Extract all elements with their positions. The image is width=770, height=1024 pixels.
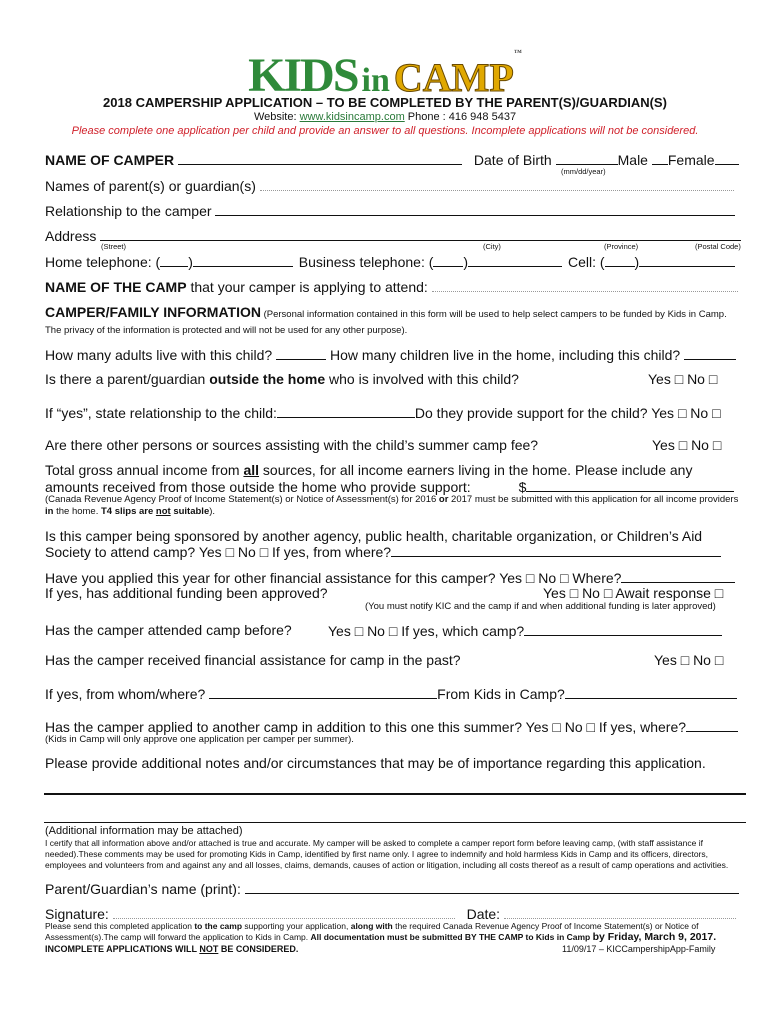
ifyes-relationship-field[interactable] — [277, 404, 415, 418]
send-instructions — [45, 921, 747, 943]
send-c: supporting your application, — [242, 921, 351, 931]
guardian-name-row — [45, 880, 739, 897]
ifyes-relationship-label: If “yes”, state relationship to the child: — [45, 405, 277, 421]
income-note-e: ). — [209, 506, 216, 517]
address-field[interactable] — [100, 227, 741, 241]
date-label: Date: — [466, 906, 501, 922]
financial-question[interactable]: Have you applied this year for other financial assistance for this camper? Yes □ No □ Where? — [45, 570, 622, 586]
sponsor-question[interactable]: Society to attend camp? Yes □ No □ If yes, from where? — [45, 544, 392, 560]
income-note-in: in — [45, 506, 54, 517]
received-question: Has the camper received financial assistance for camp in the past? — [45, 652, 461, 668]
send-deadline: by Friday, March 9, 2017. — [592, 931, 717, 943]
outside-home-question — [45, 371, 519, 387]
family-heading: CAMPER/FAMILY INFORMATION — [45, 304, 261, 320]
female-field[interactable] — [715, 151, 739, 165]
logo-camp: CAMP — [393, 55, 514, 100]
guardian-name-field[interactable] — [245, 880, 739, 894]
income-note-d: suitable — [170, 506, 210, 517]
signature-label: Signature: — [45, 906, 109, 922]
incomplete-b: BE CONSIDERED. — [218, 944, 299, 954]
sponsor-line1: Is this camper being sponsored by another agency, public health, charitable organization, or Children’s Aid — [45, 528, 703, 544]
camp-name-field[interactable] — [432, 278, 738, 292]
attended-question: Has the camper attended camp before? — [45, 622, 292, 638]
postal-hint: (Postal Code) — [695, 242, 741, 251]
incomplete-a: INCOMPLETE APPLICATIONS WILL — [45, 944, 200, 954]
send-f: All documentation must be submitted BY THE CAMP to Kids in Camp — [310, 932, 593, 942]
income-question-line2 — [45, 478, 734, 495]
sponsor-where-field[interactable] — [391, 543, 721, 557]
guardian-name-label: Parent/Guardian’s name (print): — [45, 881, 241, 897]
outside-post: who is involved with this child? — [325, 371, 519, 387]
attended-row — [328, 622, 722, 639]
signature-row — [45, 905, 736, 922]
contact-line — [0, 111, 770, 123]
dob-field[interactable] — [556, 151, 618, 165]
camper-name-field[interactable] — [178, 151, 462, 165]
notes-prompt: Please provide additional notes and/or circumstances that may be of importance regarding this application. — [45, 755, 706, 771]
business-area-field[interactable] — [433, 253, 463, 267]
others-question: Are there other persons or sources assisting with the child’s summer camp fee? — [45, 437, 539, 453]
send-b: to the camp — [194, 921, 243, 931]
logo-kids: KIDS — [248, 49, 358, 102]
outside-pre: Is there a parent/guardian — [45, 371, 210, 387]
camper-name-label: NAME OF CAMPER — [45, 152, 175, 168]
financial-line1 — [45, 569, 735, 586]
income-post: sources, for all income earners living in the home. Please include any — [259, 462, 693, 478]
financial-note: (You must notify KIC and the camp if and when additional funding is later approved) — [365, 601, 716, 612]
children-field[interactable] — [684, 346, 736, 360]
relationship-field[interactable] — [215, 202, 735, 216]
cell-phone-label: Cell: ( — [567, 254, 605, 270]
send-a: Please send this completed application — [45, 921, 195, 931]
certification-text: I certify that all information above and/or attached is true and accurate. My camper will be asked to complete a camper report form before leaving camp, (with staff assistance if needed).These comments may be used for promoting Kids in Camp, identified by first name only. I agree to indemnify and hold harmless Kids in Camp and its officers, directors, employees and volunteers from and against any and all losses, claims, demands, causes of action or litigation, including all costs thereof as a result of camp operations and activities. — [45, 838, 729, 870]
children-question: How many children live in the home, including this child? — [330, 347, 681, 363]
income-field[interactable] — [526, 478, 734, 492]
adults-field[interactable] — [276, 346, 326, 360]
sponsor-line2 — [45, 543, 721, 560]
family-info-heading — [45, 305, 735, 338]
footer-code: 11/09/17 – KICCampershipApp-Family — [562, 944, 716, 954]
address-label: Address — [45, 228, 97, 244]
camp-name-label: that your camper is applying to attend: — [186, 279, 428, 295]
outside-home-answer[interactable]: Yes □ No □ — [648, 371, 718, 387]
camper-name-row — [45, 151, 739, 168]
whom-row — [45, 685, 737, 702]
home-area-field[interactable] — [160, 253, 188, 267]
camp-name-label-bold: NAME OF THE CAMP — [45, 279, 187, 295]
signature-field[interactable] — [113, 905, 455, 919]
income-note-a: (Canada Revenue Agency Proof of Income Statement(s) or Notice of Assessment(s) for 2016 — [45, 494, 439, 505]
support-question[interactable]: Do they provide support for the child? Yes □ No □ — [414, 405, 721, 421]
street-hint: (Street) — [101, 242, 127, 251]
logo-tm: ™ — [513, 48, 522, 57]
cell-phone-field[interactable] — [639, 253, 735, 267]
relationship-label: Relationship to the camper — [45, 203, 212, 219]
phones-row: Home telephone: ( ) Business telephone: ( ) Cell: ( ) — [45, 253, 735, 270]
whom-label: If yes, from whom/where? — [45, 686, 206, 702]
male-label: Male — [617, 152, 648, 168]
incomplete-warning — [45, 944, 298, 954]
financial-approved-answer[interactable]: Yes □ No □ Await response □ — [543, 585, 724, 601]
adults-question: How many adults live with this child? — [45, 347, 273, 363]
male-field[interactable] — [652, 151, 668, 165]
send-d: along with — [350, 921, 393, 931]
notes-divider — [44, 822, 746, 823]
income-note-b: 2017 must be submitted with this application for all income providers — [448, 494, 739, 505]
parents-field[interactable] — [260, 177, 734, 191]
relationship-support-row — [45, 404, 721, 421]
cell-area-field[interactable] — [605, 253, 635, 267]
date-field[interactable] — [504, 905, 736, 919]
income-line2: amounts received from those outside the home who provide support: — [45, 479, 471, 495]
parents-row — [45, 177, 734, 194]
adults-children-row — [45, 346, 736, 363]
province-hint: (Province) — [604, 242, 639, 251]
business-phone-field[interactable] — [468, 253, 562, 267]
income-pre: Total gross annual income from — [45, 462, 244, 478]
attached-note: (Additional information may be attached) — [45, 825, 243, 837]
dollar-sign: $ — [518, 479, 527, 495]
website-label: Website: — [253, 111, 300, 123]
financial-line2: If yes, has additional funding been approved? — [45, 585, 328, 601]
camp-name-row — [45, 278, 738, 295]
notes-line[interactable] — [44, 793, 746, 795]
home-phone-field[interactable] — [193, 253, 293, 267]
form-title: 2018 CAMPERSHIP APPLICATION – TO BE COMPLETED BY THE PARENT(S)/GUARDIAN(S) — [103, 95, 667, 110]
from-kic-field[interactable] — [565, 685, 737, 699]
website-link[interactable]: www.kidsincamp.com — [299, 111, 405, 123]
income-note-c: the home. — [53, 506, 101, 517]
another-camp-question[interactable]: Has the camper applied to another camp in addition to this one this summer? Yes □ No □ If yes, where? — [45, 719, 687, 735]
business-phone-label: Business telephone: ( — [298, 254, 434, 270]
logo-in: in — [361, 62, 390, 99]
attended-answer[interactable]: Yes □ No □ If yes, which camp? — [328, 623, 525, 639]
city-hint: (City) — [483, 242, 501, 251]
income-note-t4: T4 slips are — [100, 506, 156, 517]
income-note — [45, 494, 745, 518]
which-camp-field[interactable] — [524, 622, 722, 636]
another-camp-row — [45, 718, 738, 735]
whom-field[interactable] — [209, 685, 437, 699]
another-camp-field[interactable] — [686, 718, 738, 732]
from-kic-label: From Kids in Camp? — [437, 686, 565, 702]
income-note-not: not — [155, 506, 171, 517]
income-note-or: or — [438, 494, 449, 505]
others-answer[interactable]: Yes □ No □ — [652, 437, 722, 453]
incomplete-not: NOT — [199, 944, 219, 954]
financial-where-field[interactable] — [621, 569, 735, 583]
phone-number: Phone : 416 948 5437 — [404, 111, 517, 123]
outside-bold: outside the home — [209, 371, 326, 387]
send-e: the required Canada Revenue Agency Proof of Income Statement(s) or Notice of Assessment(s).The camp will forward the application to Kids in Camp. — [45, 921, 699, 942]
another-camp-note: (Kids in Camp will only approve one application per camper per summer). — [45, 734, 354, 745]
family-note: (Personal information contained in this form will be used to help select campers to be funded by Kids in Camp. The privacy of the information is protected and will not be used for any other purpose). — [45, 309, 727, 336]
relationship-row — [45, 202, 735, 219]
instruction-note: Please complete one application per child and provide an answer to all questions. Incomplete applications will not be considered. — [71, 125, 699, 137]
parents-label: Names of parent(s) or guardian(s) — [45, 178, 256, 194]
dob-label: Date of Birth — [473, 152, 552, 168]
home-phone-label: Home telephone: ( — [45, 254, 161, 270]
received-answer[interactable]: Yes □ No □ — [654, 652, 724, 668]
income-all: all — [243, 462, 260, 478]
female-label: Female — [667, 152, 715, 168]
dob-hint: (mm/dd/year) — [561, 167, 606, 176]
income-question-line1 — [45, 462, 692, 478]
